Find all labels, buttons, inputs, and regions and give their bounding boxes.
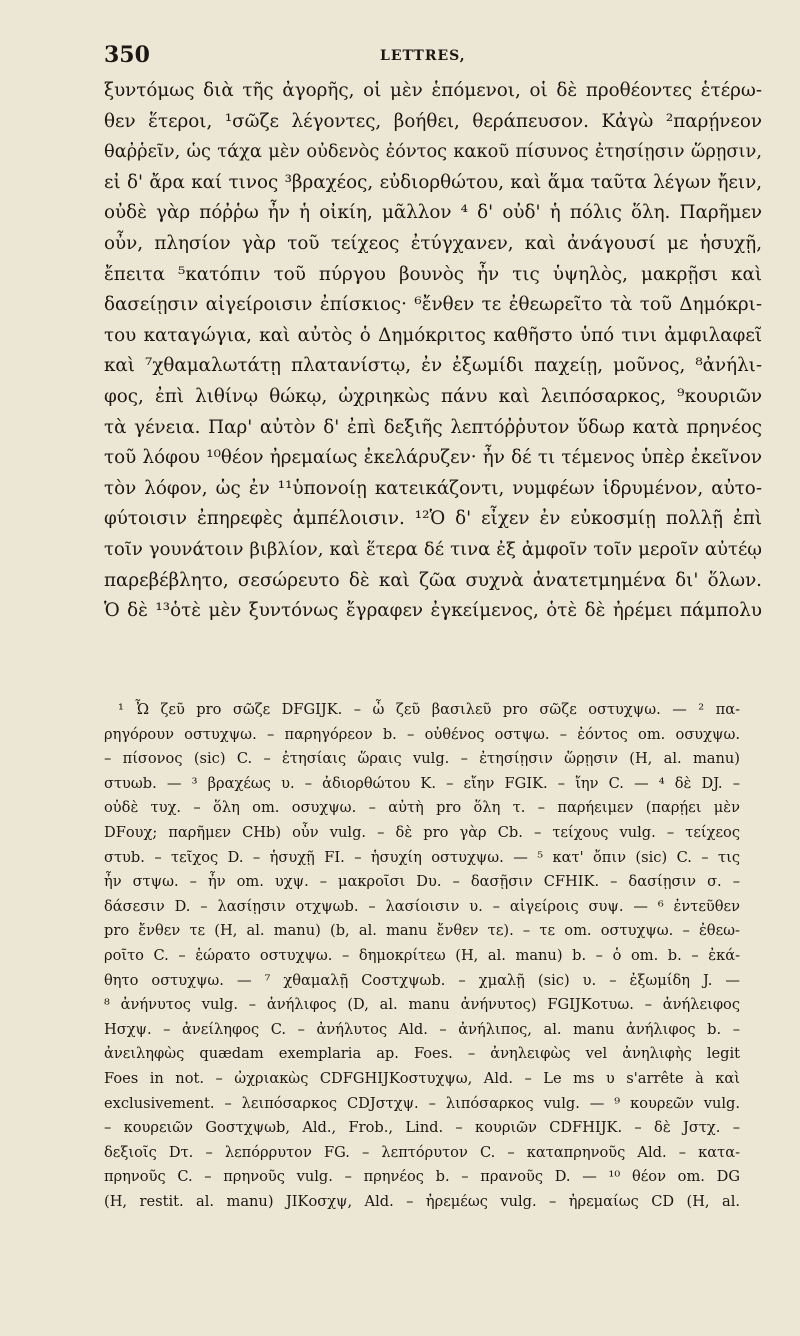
- text-line: δασείῃσιν αἰγείροισιν ἐπίσκιος· ⁶ἔνθεν τε ἐθεωρεῖτο τὰ τοῦ Δημόκρι-: [104, 294, 762, 316]
- footnote-line: οὐδὲ τυχ. – ὅλη om. οσυχψω. – αὐτὴ pro ὅλη τ. – παρήειμεν (παρῄει μὲν: [104, 799, 740, 817]
- text-line: θεν ἕτεροι, ¹σῶζε λέγοντες, βοήθει, θεράπευσον. Κἀγὼ ²παρῄνεον: [104, 110, 762, 132]
- text-line: οὐδὲ γὰρ πόῤῥω ἦν ἡ οἰκίη, μᾶλλον ⁴ δ' οὐδ' ἡ πόλις ὅλη. Παρῆμεν: [104, 202, 762, 224]
- critical-apparatus-footnotes: [104, 698, 740, 1214]
- text-line: θαῤῥεῖν, ὡς τάχα μὲν οὐδενὸς ἐόντος κακοῦ πίσυνος ἐτησίῃσιν ὥρῃσιν,: [104, 141, 762, 163]
- footnote-line: – πίσονος (sic) C. – ἐτησίαις ὥραις vulg. – ἐτησίῃσιν ὥρῃσιν (H, al. manu): [104, 750, 740, 768]
- footnote-line: στυb. – τεῖχος D. – ἡσυχῇ FI. – ἡσυχίη οστυχψω. — ⁵ κατ' ὄπιν (sic) C. – τις: [104, 848, 740, 866]
- footnote-line: ¹ Ὦ ζεῦ pro σῶζε DFGIJK. – ὦ ζεῦ βασιλεῦ pro σῶζε οστυχψω. — ² πα-: [118, 701, 740, 718]
- page-header: [104, 42, 760, 72]
- page-number: 350: [104, 42, 150, 68]
- footnote-line: Foes in not. – ὠχριακὼς CDFGHIJKοστυχψω, Ald. – Le ms υ s'arrête à καὶ: [104, 1069, 740, 1087]
- text-line: οὖν, πλησίον γὰρ τοῦ τείχεος ἐτύγχανεν, καὶ ἀνάγουσί με ἡσυχῇ,: [104, 232, 762, 254]
- footnote-line: – κουρειῶν Gοστχψωb, Ald., Frob., Lind. – κουριῶν CDFHIJK. – δὲ Jστχ. –: [104, 1119, 740, 1137]
- footnote-line: exclusivement. – λειπόσαρκος CDJστχψ. – λιπόσαρκος vulg. — ⁹ κουρεῶν vulg.: [104, 1094, 740, 1112]
- footnote-line: θητο οστυχψω. — ⁷ χθαμαλῇ Cοστχψωb. – χμαλῇ (sic) υ. – ἐξωμίδη J. —: [104, 971, 740, 989]
- footnote-line: ρηγόρουν οστυχψω. – παρηγόρεον b. – οὐθένος οστψω. – ἐόντος om. οσυχψω.: [104, 725, 740, 743]
- footnote-line: ροῖτο C. – ἑώρατο οστυχψω. – δημοκρίτεω (H, al. manu) b. – ὁ om. b. – ἐκά-: [104, 946, 740, 964]
- footnote-line: στυωb. — ³ βραχέως υ. – ἀδιορθώτου K. – εἴην FGIK. – ἴην C. — ⁴ δὲ DJ. –: [104, 774, 740, 792]
- footnote-line: ἦν στψω. – ἦν om. υχψ. – μακροῖσι Dυ. – δασῇσιν CFHIK. – δασίῃσιν σ. –: [104, 873, 740, 891]
- footnote-line: ⁸ ἀνήνυτος vulg. – ἀνήλιφος (D, al. manu ἀνήνυτος) FGIJKοτυω. – ἀνήλειφος: [104, 996, 740, 1014]
- text-line: ἔπειτα ⁵κατόπιν τοῦ πύργου βουνὸς ἦν τις ὑψηλὸς, μακρῇσι καὶ: [104, 263, 762, 285]
- text-line: τὸν λόφον, ὡς ἐν ¹¹ὑπονοίῃ κατεικάζοντι, νυμφέων ἱδρυμένον, αὐτο-: [104, 477, 762, 499]
- text-line: τὰ γένεια. Παρ' αὐτὸν δ' ἐπὶ δεξιῆς λεπτόῤῥυτον ὕδωρ κατὰ πρηνέος: [104, 416, 762, 438]
- text-line: τοῦ λόφου ¹⁰θέον ἠρεμαίως ἐκελάρυζεν· ἦν δέ τι τέμενος ὑπὲρ ἐκεῖνον: [104, 447, 762, 469]
- text-line: του καταγώγια, καὶ αὐτὸς ὁ Δημόκριτος καθῆστο ὑπό τινι ἀμφιλαφεῖ: [104, 324, 762, 346]
- footnote-line: δάσεσιν D. – λασίῃσιν οτχψωb. – λασίοισιν υ. – αἰγείροις συψ. — ⁶ ἐντεῦθεν: [104, 897, 740, 915]
- footnote-line: Hσχψ. – ἀνείληφος C. – ἀνήλυτος Ald. – ἀνήλιπος, al. manu ἀνήλιφος b. –: [104, 1020, 740, 1038]
- footnote-line: ἀνειληφὼς quædam exemplaria ap. Foes. – ἀνηλειφὼς vel ἀνηλιφὴς legit: [104, 1045, 740, 1063]
- greek-main-text: [104, 76, 762, 627]
- text-line: καὶ ⁷χθαμαλωτάτῃ πλατανίστῳ, ἐν ἐξωμίδι παχείῃ, μοῦνος, ⁸ἀνήλι-: [104, 355, 762, 377]
- footnote-line: pro ἔνθεν τε (H, al. manu) (b, al. manu ἔνθεν τε). – τε om. οστυχψω. – ἐθεω-: [104, 922, 740, 940]
- footnote-line: δεξιοῖς Dτ. – λεπόρρυτον FG. – λεπτόρυτον C. – καταπρηνοῦς Ald. – κατα-: [104, 1143, 740, 1161]
- text-line: εἰ δ' ἄρα καί τινος ³βραχέος, εὐδιορθώτου, καὶ ἅμα ταῦτα λέγων ἤειν,: [104, 171, 762, 193]
- running-title: LETTRES,: [380, 48, 466, 64]
- text-line: τοῖν γουνάτοιν βιβλίον, καὶ ἕτερα δέ τινα ἐξ ἀμφοῖν τοῖν μεροῖν αὐτέῳ: [104, 538, 762, 560]
- footnote-line: (H, restit. al. manu) JIKοσχψ, Ald. – ἠρεμέως vulg. – ἠρεμαίως CD (H, al.: [104, 1192, 740, 1210]
- text-line: παρεβέβλητο, σεσώρευτο δὲ καὶ ζῶα συχνὰ ἀνατετμημένα δι' ὅλων.: [104, 569, 762, 591]
- text-line: φύτοισιν ἐπηρεφὲς ἀμπέλοισιν. ¹²Ὁ δ' εἶχεν ἐν εὐκοσμίῃ πολλῇ ἐπὶ: [104, 508, 762, 530]
- footnote-line: DFουχ; παρῆμεν CHb) οὖν vulg. – δὲ pro γὰρ Cb. – τείχους vulg. – τείχεος: [104, 823, 740, 841]
- text-line: ξυντόμως διὰ τῆς ἀγορῆς, οἱ μὲν ἑπόμενοι, οἱ δὲ προθέοντες ἑτέρω-: [104, 80, 762, 101]
- text-line: Ὁ δὲ ¹³ὁτὲ μὲν ξυντόνως ἔγραφεν ἐγκείμενος, ὁτὲ δὲ ἠρέμει πάμπολυ: [104, 600, 762, 622]
- text-line: φος, ἐπὶ λιθίνῳ θώκῳ, ὠχριηκὼς πάνυ καὶ λειπόσαρκος, ⁹κουριῶν: [104, 385, 762, 407]
- footnote-line: πρηνοῦς C. – πρηνοῦς vulg. – πρηνέος b. – πρανοῦς D. — ¹⁰ θέον om. DG: [104, 1168, 740, 1186]
